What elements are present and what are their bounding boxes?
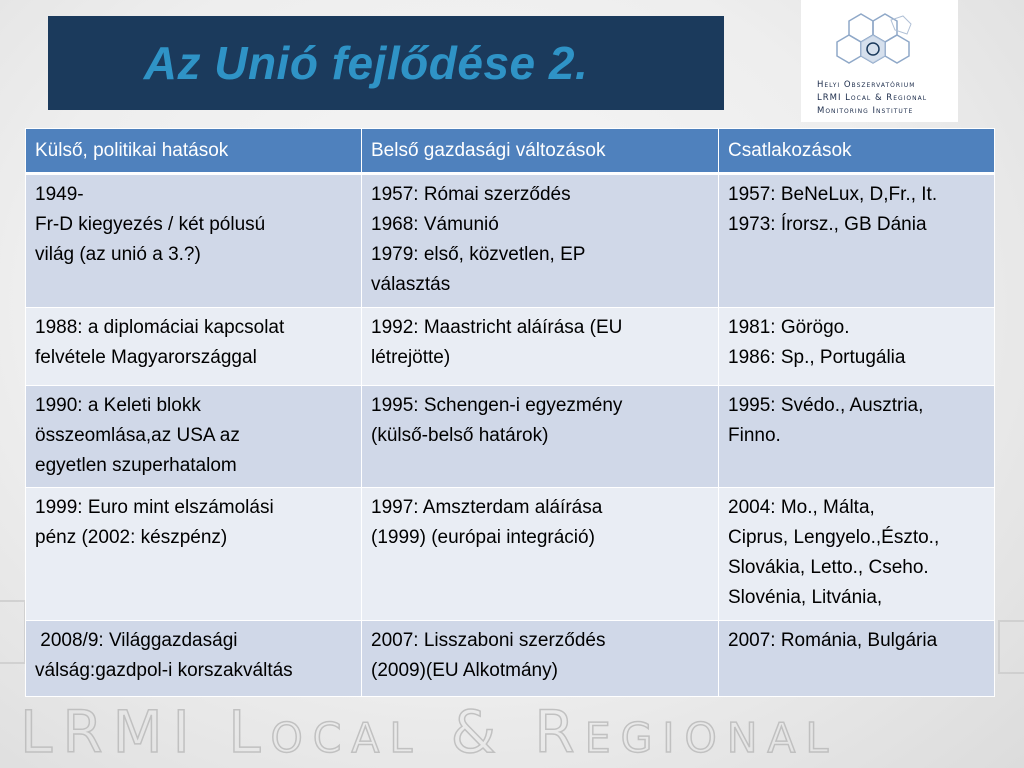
cell-text-line: összeomlása,az USA az (35, 425, 240, 446)
cell-text-line: 1981: Görögo. (728, 317, 850, 338)
accessions-cell (719, 308, 995, 386)
table-row (26, 621, 995, 697)
cell-text-line: 1995: Svédo., Ausztria, (728, 395, 924, 416)
cell-text-line: 1979: első, közvetlen, EP (371, 244, 586, 265)
cell-text-line: Ciprus, Lengyelo.,Észto., (728, 527, 940, 548)
cell-text-line: 1949- (35, 184, 84, 205)
cell-text-line: (2009)(EU Alkotmány) (371, 660, 558, 681)
table-row (26, 488, 995, 621)
internal-economic-cell (362, 174, 719, 308)
cell-text-line: (külső-belső határok) (371, 425, 549, 446)
cell-text-line: Fr-D kiegyezés / két pólusú (35, 214, 266, 235)
institute-logo (801, 0, 958, 122)
external-political-cell (26, 488, 362, 621)
background-watermark: LRMI Local & Regional (20, 698, 839, 766)
cell-text-line: világ (az unió a 3.?) (35, 244, 201, 265)
cell-text-line: 1997: Amszterdam aláírása (371, 497, 603, 518)
accessions-cell (719, 174, 995, 308)
cell-text-line: 1968: Vámunió (371, 214, 499, 235)
page-title: Az Unió fejlődése 2. (143, 37, 589, 89)
external-political-cell (26, 386, 362, 488)
cell-text-line: Slovákia, Letto., Cseho. (728, 557, 929, 578)
accessions-cell (719, 621, 995, 697)
cell-text-line: 1990: a Keleti blokk (35, 395, 201, 416)
hexagon-logo-icon (831, 6, 926, 76)
accessions-cell (719, 386, 995, 488)
cell-text-line: felvétele Magyarországgal (35, 347, 257, 368)
cell-text-line: választás (371, 274, 451, 295)
cell-text-line: 1992: Maastricht aláírása (EU (371, 317, 623, 338)
table-row (26, 386, 995, 488)
header-external-political: Külső, politikai hatások (26, 129, 362, 174)
internal-economic-cell (362, 386, 719, 488)
cell-text-line: 1995: Schengen-i egyezmény (371, 395, 623, 416)
cell-text-line: (1999) (európai integráció) (371, 527, 595, 548)
cell-text-line: pénz (2002: készpénz) (35, 527, 228, 548)
cell-text-line: 1999: Euro mint elszámolási (35, 497, 274, 518)
table-header-row (26, 129, 995, 174)
logo-line-3: Monitoring Institute (817, 106, 914, 116)
cell-text-line: 1988: a diplomáciai kapcsolat (35, 317, 285, 338)
cell-text-line: válság:gazdpol-i korszakváltás (35, 660, 293, 681)
external-political-cell (26, 621, 362, 697)
cell-text-line: 1973: Írorsz., GB Dánia (728, 214, 927, 235)
internal-economic-cell (362, 621, 719, 697)
header-accessions: Csatlakozások (719, 129, 995, 174)
cell-text-line: 2008/9: Világgazdasági (35, 630, 238, 651)
header-internal-economic: Belső gazdasági változások (362, 129, 719, 174)
internal-economic-cell (362, 488, 719, 621)
watermark-bracket-left (0, 600, 26, 664)
cell-text-line: létrejötte) (371, 347, 451, 368)
cell-text-line: 2007: Románia, Bulgária (728, 630, 938, 651)
external-political-cell (26, 174, 362, 308)
logo-line-2: LRMI Local & Regional (817, 93, 928, 103)
eu-development-table (25, 128, 995, 697)
cell-text-line: Slovénia, Litvánia, (728, 587, 883, 608)
cell-text-line: 2007: Lisszaboni szerződés (371, 630, 606, 651)
external-political-cell (26, 308, 362, 386)
accessions-cell (719, 488, 995, 621)
watermark-bracket-right (998, 620, 1024, 674)
cell-text-line: 2004: Mo., Málta, (728, 497, 875, 518)
cell-text-line: Finno. (728, 425, 781, 446)
cell-text-line: 1986: Sp., Portugália (728, 347, 906, 368)
logo-line-1: Helyi Obszervatórium (817, 80, 916, 90)
cell-text-line: 1957: BeNeLux, D,Fr., It. (728, 184, 938, 205)
title-bar (48, 16, 724, 110)
cell-text-line: egyetlen szuperhatalom (35, 455, 237, 476)
cell-text-line: 1957: Római szerződés (371, 184, 571, 205)
table-row (26, 308, 995, 386)
table-row (26, 174, 995, 308)
internal-economic-cell (362, 308, 719, 386)
